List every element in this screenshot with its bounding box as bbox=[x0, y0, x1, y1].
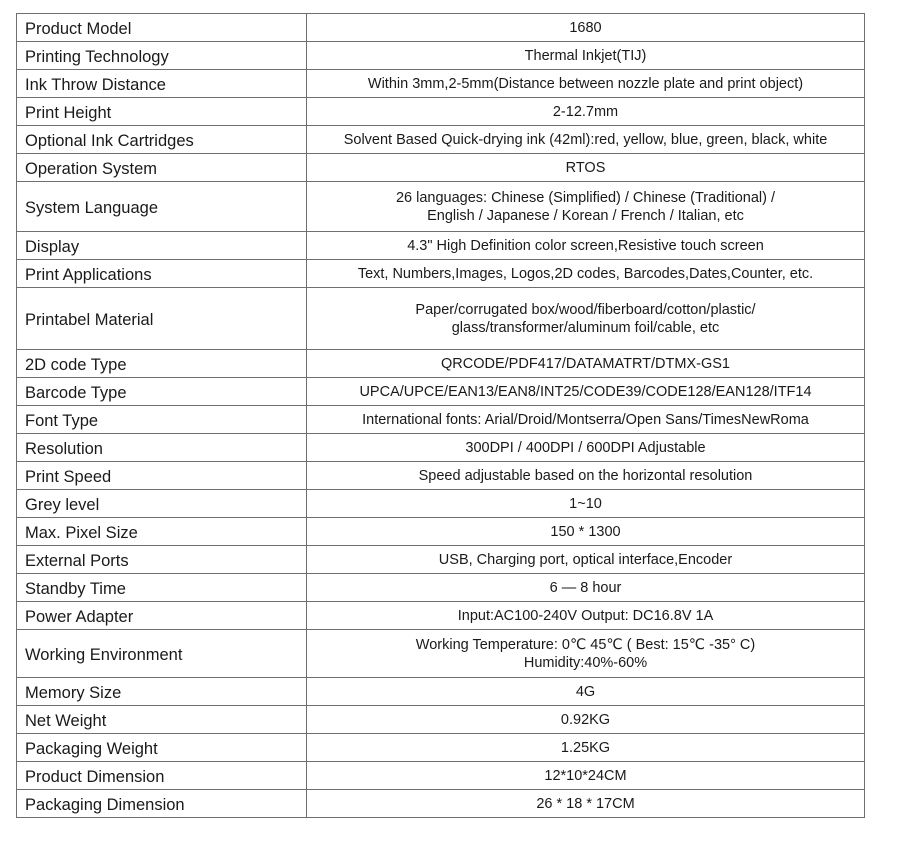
spec-row bbox=[17, 288, 865, 350]
spec-label: Optional Ink Cartridges bbox=[17, 126, 307, 154]
spec-value-line: QRCODE/PDF417/DATAMATRT/DTMX-GS1 bbox=[441, 355, 730, 372]
spec-value-line: Speed adjustable based on the horizontal resolution bbox=[418, 467, 753, 484]
spec-label: Packaging Dimension bbox=[17, 790, 307, 818]
spec-value bbox=[307, 406, 865, 434]
spec-value bbox=[307, 546, 865, 574]
spec-value bbox=[307, 232, 865, 260]
spec-value-line: Within 3mm,2-5mm(Distance between nozzle plate and print object) bbox=[367, 75, 804, 92]
spec-row bbox=[17, 98, 865, 126]
spec-row bbox=[17, 232, 865, 260]
spec-value bbox=[307, 462, 865, 490]
spec-value bbox=[307, 350, 865, 378]
spec-label: 2D code Type bbox=[17, 350, 307, 378]
spec-table bbox=[16, 13, 865, 818]
spec-value-line: 4.3" High Definition color screen,Resistive touch screen bbox=[407, 237, 764, 254]
spec-label: Printing Technology bbox=[17, 42, 307, 70]
spec-value-line: 150 * 1300 bbox=[550, 523, 621, 540]
spec-value-line: Solvent Based Quick-drying ink (42ml):red, yellow, blue, green, black, white bbox=[343, 131, 828, 148]
spec-label: External Ports bbox=[17, 546, 307, 574]
spec-row bbox=[17, 762, 865, 790]
spec-row bbox=[17, 518, 865, 546]
spec-value-line: 1.25KG bbox=[560, 739, 611, 756]
spec-label: Print Speed bbox=[17, 462, 307, 490]
spec-row bbox=[17, 434, 865, 462]
spec-value-line: 26 * 18 * 17CM bbox=[536, 795, 635, 812]
spec-value bbox=[307, 762, 865, 790]
spec-row bbox=[17, 378, 865, 406]
spec-row bbox=[17, 260, 865, 288]
spec-row bbox=[17, 790, 865, 818]
spec-value-line: 4G bbox=[575, 683, 596, 700]
spec-value bbox=[307, 14, 865, 42]
spec-label: Power Adapter bbox=[17, 602, 307, 630]
spec-row bbox=[17, 42, 865, 70]
spec-value bbox=[307, 434, 865, 462]
spec-value-line: 12*10*24CM bbox=[544, 767, 627, 784]
spec-row bbox=[17, 678, 865, 706]
spec-value bbox=[307, 790, 865, 818]
spec-row bbox=[17, 70, 865, 98]
spec-value-line: 1680 bbox=[569, 19, 602, 36]
spec-value-line: RTOS bbox=[565, 159, 606, 176]
spec-label: Ink Throw Distance bbox=[17, 70, 307, 98]
spec-label: Display bbox=[17, 232, 307, 260]
spec-value-line: 26 languages: Chinese (Simplified) / Chinese (Traditional) / bbox=[395, 189, 776, 206]
spec-row bbox=[17, 574, 865, 602]
spec-row bbox=[17, 126, 865, 154]
spec-label: Grey level bbox=[17, 490, 307, 518]
spec-row bbox=[17, 546, 865, 574]
spec-label: Print Applications bbox=[17, 260, 307, 288]
spec-row bbox=[17, 490, 865, 518]
spec-value-line: 2-12.7mm bbox=[552, 103, 619, 120]
spec-row bbox=[17, 182, 865, 232]
spec-value bbox=[307, 42, 865, 70]
spec-value-line: UPCA/UPCE/EAN13/EAN8/INT25/CODE39/CODE128/EAN128/ITF14 bbox=[359, 383, 812, 400]
spec-label: Memory Size bbox=[17, 678, 307, 706]
spec-row bbox=[17, 462, 865, 490]
spec-label: Font Type bbox=[17, 406, 307, 434]
spec-label: Net Weight bbox=[17, 706, 307, 734]
spec-value bbox=[307, 154, 865, 182]
spec-value-line: USB, Charging port, optical interface,Encoder bbox=[438, 551, 733, 568]
spec-value-line: 300DPI / 400DPI / 600DPI Adjustable bbox=[465, 439, 706, 456]
spec-value-line: Input:AC100-240V Output: DC16.8V 1A bbox=[457, 607, 714, 624]
spec-value-line: Working Temperature: 0℃ 45℃ ( Best: 15℃ -35° C) bbox=[415, 636, 756, 653]
spec-row bbox=[17, 350, 865, 378]
spec-label: Resolution bbox=[17, 434, 307, 462]
spec-value-line: Humidity:40%-60% bbox=[523, 654, 648, 671]
spec-value bbox=[307, 98, 865, 126]
spec-value-line: Paper/corrugated box/wood/fiberboard/cotton/plastic/ bbox=[415, 301, 756, 318]
spec-label: Print Height bbox=[17, 98, 307, 126]
spec-row bbox=[17, 602, 865, 630]
spec-label: Product Model bbox=[17, 14, 307, 42]
spec-value bbox=[307, 518, 865, 546]
spec-label: Packaging Weight bbox=[17, 734, 307, 762]
spec-value-line: Thermal Inkjet(TIJ) bbox=[524, 47, 647, 64]
spec-row bbox=[17, 406, 865, 434]
spec-value bbox=[307, 706, 865, 734]
spec-value bbox=[307, 378, 865, 406]
spec-value bbox=[307, 70, 865, 98]
spec-value bbox=[307, 182, 865, 232]
spec-value-line: English / Japanese / Korean / French / Italian, etc bbox=[427, 207, 744, 224]
spec-value bbox=[307, 490, 865, 518]
spec-value-line: Text, Numbers,Images, Logos,2D codes, Barcodes,Dates,Counter, etc. bbox=[357, 265, 814, 282]
spec-label: Working Environment bbox=[17, 630, 307, 678]
spec-value bbox=[307, 574, 865, 602]
spec-value bbox=[307, 260, 865, 288]
spec-row bbox=[17, 14, 865, 42]
spec-value-line: 6 — 8 hour bbox=[549, 579, 622, 596]
spec-value bbox=[307, 602, 865, 630]
spec-label: System Language bbox=[17, 182, 307, 232]
spec-row bbox=[17, 734, 865, 762]
spec-label: Standby Time bbox=[17, 574, 307, 602]
spec-row bbox=[17, 154, 865, 182]
spec-value bbox=[307, 734, 865, 762]
spec-value-line: 0.92KG bbox=[560, 711, 611, 728]
spec-value-line: glass/transformer/aluminum foil/cable, etc bbox=[451, 319, 720, 336]
spec-row bbox=[17, 630, 865, 678]
spec-value-line: 1~10 bbox=[569, 495, 602, 512]
spec-label: Printabel Material bbox=[17, 288, 307, 350]
spec-label: Max. Pixel Size bbox=[17, 518, 307, 546]
spec-table-body bbox=[17, 14, 865, 818]
spec-value bbox=[307, 630, 865, 678]
spec-value bbox=[307, 678, 865, 706]
spec-label: Operation System bbox=[17, 154, 307, 182]
spec-label: Barcode Type bbox=[17, 378, 307, 406]
spec-value-line: International fonts: Arial/Droid/Montserra/Open Sans/TimesNewRoma bbox=[362, 411, 809, 428]
spec-value bbox=[307, 126, 865, 154]
spec-label: Product Dimension bbox=[17, 762, 307, 790]
spec-value bbox=[307, 288, 865, 350]
spec-row bbox=[17, 706, 865, 734]
